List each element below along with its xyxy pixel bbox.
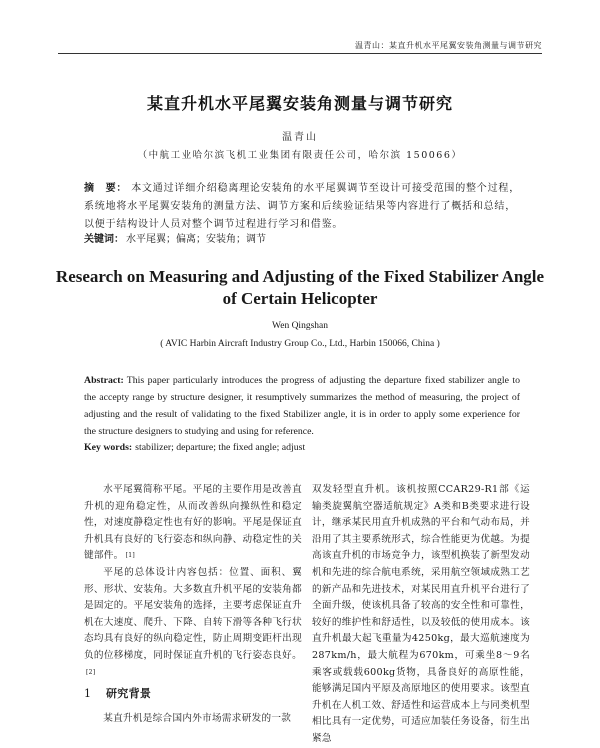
- chinese-author: 温青山: [282, 132, 318, 143]
- english-title: Research on Measuring and Adjusting of the Fixed Stabilizer Angle of Certain Helicopter: [55, 267, 545, 308]
- chinese-affiliation: （中航工业哈尔滨飞机工业集团有限责任公司，哈尔滨 150066）: [137, 150, 463, 161]
- chinese-abstract-text: 本文通过详细介绍稳离理论安装角的水平尾翼调节至设计可接受范围的整个过程，系统地将水平尾翼安装角的测量方法、调节方案和后续验证结果等内容进行了概括和总结，以便于结构设计人员对整个调节过程进行学习和借鉴。: [84, 183, 521, 230]
- english-affiliation: ( AVIC Harbin Aircraft Industry Group Co., Ltd., Harbin 150066, China ): [160, 339, 440, 349]
- body-paragraph-text: 水平尾翼简称平尾。平尾的主要作用是改善直升机的迎角稳定性，从而改善纵向操纵性和稳定性，对速度静稳定性也有好的影响。平尾是保证直升机具有良好的飞行姿态和纵向静、动稳定性的关键部件。: [84, 484, 302, 562]
- body-column-right: [312, 482, 530, 748]
- body-paragraph-text: 平尾的总体设计内容包括：位置、面积、翼形、形状、安装角。大多数直升机平尾的安装角都是固定的。平尾安装角的选择，主要考虑保证直升机在大速度、爬升、下降、自转下滑等各种飞行状态均具有良好的纵向稳定性，防止周期变距杆出现负的位移梯度，同时保证直升机的飞行姿态良好。: [84, 566, 302, 661]
- section-title: 研究背景: [106, 687, 152, 701]
- chinese-title: 某直升机水平尾翼安装角测量与调节研究: [146, 94, 453, 113]
- citation: [1]: [125, 552, 135, 560]
- chinese-keywords: [84, 232, 524, 248]
- header-rule: [58, 53, 542, 54]
- chinese-keywords-text: 水平尾翼；偏离；安装角；调节: [126, 234, 266, 245]
- english-keywords: [84, 440, 520, 456]
- body-paragraph-text: 某直升机是综合国内外市场需求研发的一款: [103, 712, 292, 724]
- english-abstract-text: This paper particularly introduces the progress of adjusting the departure fixed stabilizer angle to the accepty range by structure designer, it resumptively summarizes the method of measuring, the project of adjusting and the result of validating to the fixed Stabilizer angle, it is in order to apply some experience for the structure designers to studying and using for reference.: [84, 375, 520, 437]
- body-paragraph: [84, 482, 302, 565]
- english-abstract: [84, 372, 520, 440]
- body-paragraph: [312, 482, 530, 748]
- body-column-left: [84, 482, 302, 727]
- chinese-abstract: [84, 180, 524, 234]
- citation: [2]: [86, 668, 96, 676]
- running-header: 温青山：某直升机水平尾翼安装角测量与调节研究: [355, 41, 542, 50]
- chinese-keywords-label: 关键词：: [84, 234, 124, 245]
- body-paragraph-text: 双发轻型直升机。该机按照CCAR29-R1部《运输类旋翼航空器适航规定》A类和B类要求进行设计，继承某民用直升机成熟的平台和气动布局，并沿用了其主要系统形式，综合性能更为优越。为提高该直升机的市场竞争力，该型机换装了新型发动机和先进的综合航电系统，采用航空领域成熟工艺的新产品和先进技术，对某民用直升机平台进行了全面升级，使该机具备了较高的安全性和可靠性，较好的维护性和舒适性，以及较低的使用成本。该直升机最大起飞重量为4250kg，最大巡航速度为287km/h，最大航程为670km，可乘坐8～9名乘客或载载600kg货物，具备良好的高原性能，能够满足国内平原及高原地区的使用要求。该型直升机在人机工效、舒适性和运营成本上与同类机型相比具有一定优势，可适应加装任务设备，衍生出紧急: [312, 484, 530, 744]
- chinese-abstract-label: 摘 要：: [84, 183, 128, 194]
- english-keywords-label: Key words:: [84, 442, 133, 453]
- english-keywords-text: stabilizer; departure; the fixed angle; adjust: [135, 442, 306, 453]
- section-number: 1: [84, 687, 92, 701]
- body-paragraph: [84, 711, 302, 728]
- body-paragraph: [84, 565, 302, 681]
- english-author: Wen Qingshan: [272, 321, 328, 331]
- english-abstract-label: Abstract:: [84, 375, 124, 386]
- section-heading: [84, 686, 302, 703]
